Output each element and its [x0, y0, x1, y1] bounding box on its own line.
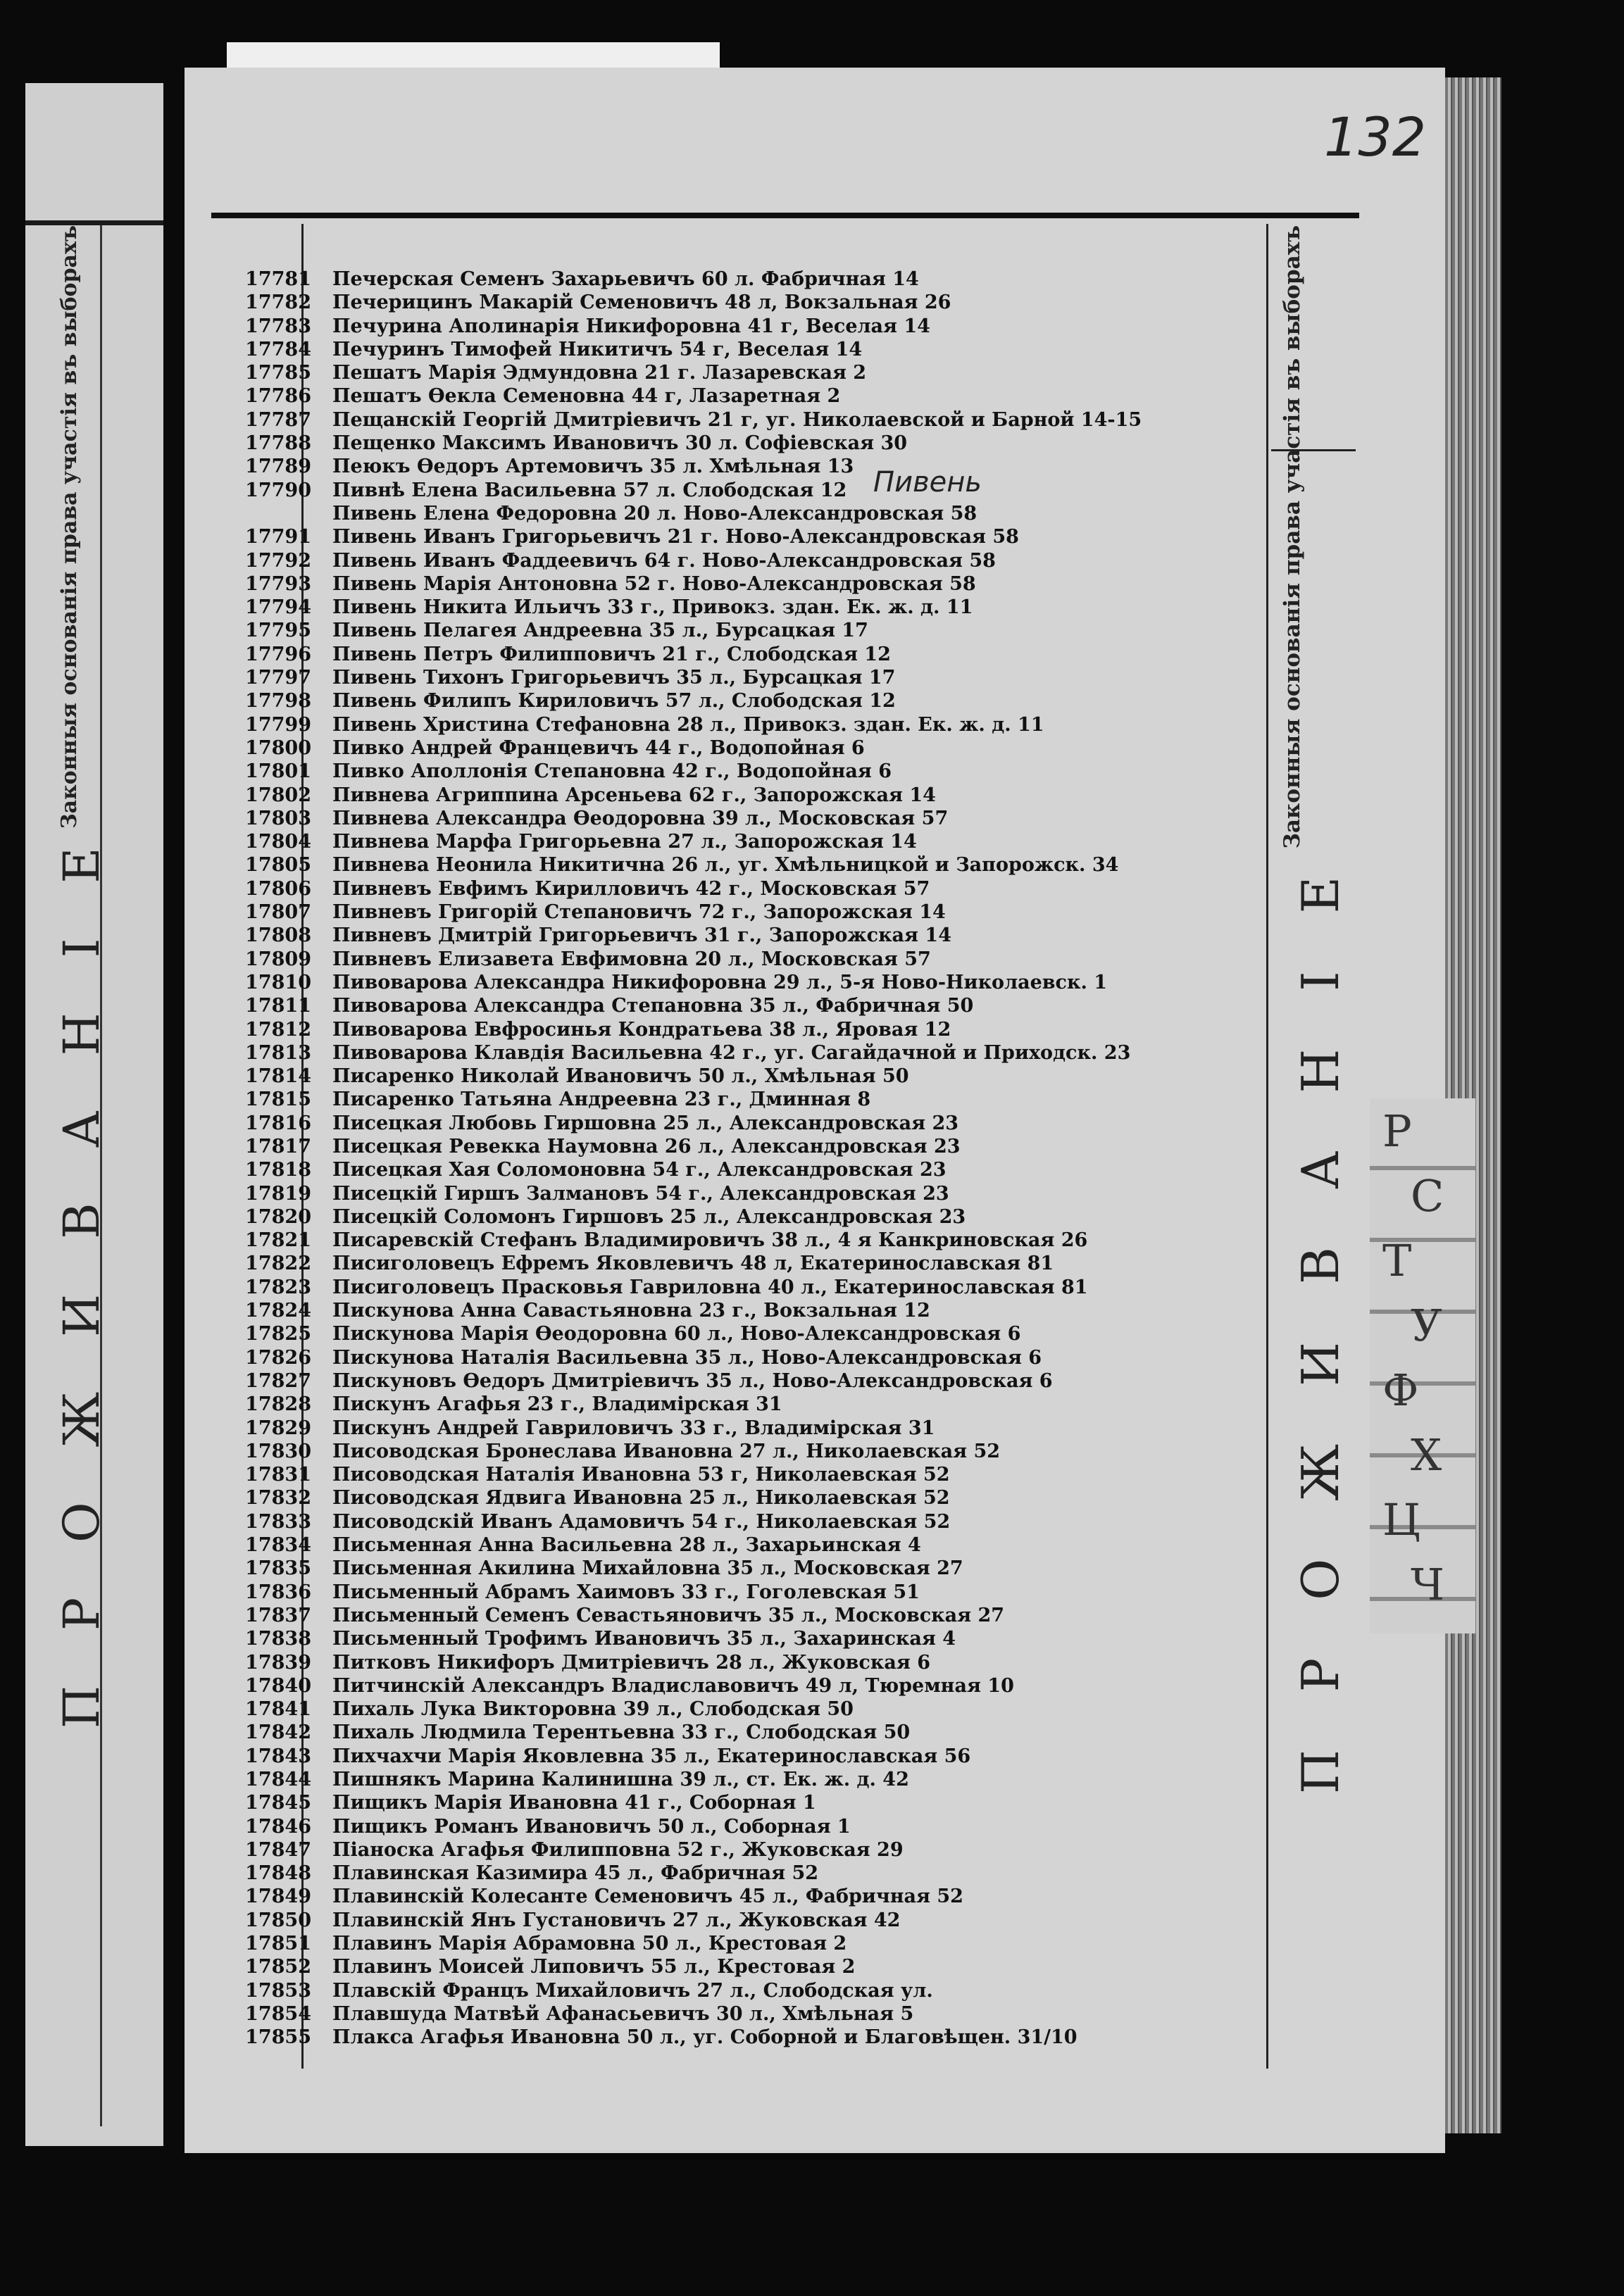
- entry-text: Пивень Елена Федоровна 20 л. Ново-Александровская 58: [332, 502, 977, 525]
- list-item: [211, 1581, 1261, 1604]
- entry-number: 17808: [245, 924, 311, 947]
- entry-text: Питчинскій Александръ Владиславовичъ 49 л, Тюремная 10: [332, 1674, 1014, 1697]
- list-item: [211, 1885, 1261, 1908]
- entry-text: Плавинская Казимира 45 л., Фабричная 52: [332, 1862, 819, 1885]
- entry-text: Плакса Агафья Ивановна 50 л., уг. Соборной и Благовѣщен. 31/10: [332, 2026, 1078, 2049]
- index-tab-letter: Р: [1382, 1105, 1412, 1157]
- top-rule: [211, 213, 1359, 218]
- list-item: [211, 291, 1261, 314]
- previous-page-column-header: Законныя основанія права участія въ выборахъ: [57, 225, 82, 829]
- entry-text: Пискунова Наталія Васильевна 35 л., Ново-Александровская 6: [332, 1346, 1042, 1369]
- entry-number: 17833: [245, 1510, 311, 1533]
- entry-text: Пихаль Людмила Терентьевна 33 г., Слободская 50: [332, 1721, 911, 1744]
- entry-number: 17818: [245, 1159, 311, 1181]
- entry-number: 17811: [245, 995, 311, 1017]
- list-item: [211, 455, 1261, 478]
- list-item: [211, 971, 1261, 994]
- list-item: [211, 1417, 1261, 1440]
- entry-text: Пещанскій Георгій Дмитріевичъ 21 г, уг. Николаевской и Барной 14-15: [332, 408, 1142, 431]
- list-item: [211, 1229, 1261, 1252]
- list-item: [211, 1322, 1261, 1345]
- list-item: [211, 1369, 1261, 1393]
- list-item: [211, 1745, 1261, 1768]
- list-item: [211, 784, 1261, 807]
- list-item: [211, 924, 1261, 947]
- list-item: [211, 1112, 1261, 1135]
- entry-text: Пивоварова Александра Степановна 35 л., Фабричная 50: [332, 995, 974, 1017]
- voter-entries-list: [211, 268, 1261, 2050]
- list-item: [211, 807, 1261, 830]
- list-item: [211, 619, 1261, 642]
- entry-text: Пивневъ Дмитрій Григорьевичъ 31 г., Запорожская 14: [332, 924, 951, 947]
- entry-number: 17783: [245, 315, 311, 337]
- entry-number: 17846: [245, 1815, 311, 1838]
- handwritten-note: Пивень: [873, 466, 982, 498]
- entry-number: 17789: [245, 456, 311, 478]
- list-item: [211, 830, 1261, 853]
- entry-text: Пивень Иванъ Григорьевичъ 21 г. Ново-Александровская 58: [332, 526, 1019, 548]
- list-item: [211, 713, 1261, 736]
- list-item: [211, 736, 1261, 760]
- entry-text: Пивень Пелагея Андреевна 35 л., Бурсацкая 17: [332, 620, 868, 642]
- entry-number: 17813: [245, 1041, 311, 1064]
- entry-number: 17830: [245, 1440, 311, 1462]
- entry-number: 17795: [245, 620, 311, 642]
- list-item: [211, 1932, 1261, 1955]
- entry-text: Пивнева Марфа Григорьевна 27 л., Запорожская 14: [332, 831, 917, 853]
- list-item: [211, 268, 1261, 291]
- entry-number: 17803: [245, 807, 311, 829]
- entry-text: Пивень Филипъ Кириловичъ 57 л., Слободская 12: [332, 690, 896, 713]
- list-item: [211, 1955, 1261, 1978]
- entry-text: Писецкая Любовь Гиршовна 25 л., Александровская 23: [332, 1112, 959, 1134]
- entry-number: 17829: [245, 1417, 311, 1439]
- entry-text: Письменный Абрамъ Хаимовъ 33 г., Гоголевская 51: [332, 1581, 920, 1603]
- entry-text: Пихаль Лука Викторовна 39 л., Слободская 50: [332, 1698, 854, 1721]
- list-item: [211, 432, 1261, 455]
- entry-number: 17845: [245, 1792, 311, 1814]
- list-item: [211, 1041, 1261, 1065]
- entry-number: 17837: [245, 1604, 311, 1626]
- entry-text: Пивко Аполлонія Степановна 42 г., Водопойная 6: [332, 760, 892, 783]
- entry-number: 17834: [245, 1534, 311, 1557]
- entry-number: 17786: [245, 385, 311, 408]
- entry-text: Писецкая Хая Соломоновна 54 г., Александровская 23: [332, 1159, 947, 1181]
- list-item: [211, 525, 1261, 548]
- list-item: [211, 596, 1261, 619]
- entry-text: Пивнѣ Елена Васильевна 57 л. Слободская 12: [332, 479, 847, 501]
- index-tab-letter: Ц: [1382, 1494, 1421, 1545]
- list-item: [211, 1346, 1261, 1369]
- entry-text: Пискунова Анна Савастьяновна 23 г., Вокзальная 12: [332, 1300, 930, 1322]
- entry-number: 17816: [245, 1112, 311, 1134]
- list-item: [211, 1158, 1261, 1181]
- entry-text: Пискунова Марія Өеодоровна 60 л., Ново-Александровская 6: [332, 1323, 1021, 1345]
- entry-number: 17819: [245, 1182, 311, 1205]
- list-item: [211, 1065, 1261, 1088]
- list-item: [211, 1486, 1261, 1510]
- entry-text: Пискуновъ Өедоръ Дмитріевичъ 35 л., Ново-Александровская 6: [332, 1369, 1053, 1392]
- entry-number: 17823: [245, 1276, 311, 1298]
- entry-number: 17799: [245, 713, 311, 736]
- entry-number: 17807: [245, 901, 311, 924]
- entry-number: 17793: [245, 572, 311, 595]
- index-tab-letter: Ф: [1382, 1365, 1419, 1416]
- list-item: [211, 315, 1261, 338]
- entry-text: Пискунъ Андрей Гавриловичъ 33 г., Владимірская 31: [332, 1417, 935, 1439]
- list-item: [211, 1252, 1261, 1275]
- entry-number: 17820: [245, 1205, 311, 1228]
- entry-number: 17801: [245, 760, 311, 783]
- entry-text: Пеюкъ Өедоръ Артемовичъ 35 л. Хмѣльная 13: [332, 456, 854, 478]
- entry-text: Писиголовецъ Прасковья Гавриловна 40 л., Екатеринославская 81: [332, 1276, 1088, 1298]
- entry-number: 17838: [245, 1628, 311, 1650]
- entry-number: 17827: [245, 1369, 311, 1392]
- list-item: [211, 2002, 1261, 2026]
- entry-number: 17809: [245, 948, 311, 970]
- entry-text: Писиголовецъ Ефремъ Яковлевичъ 48 л, Екатеринославская 81: [332, 1253, 1054, 1275]
- entry-text: Пивень Никита Ильичъ 33 г., Привокз. здан. Ек. ж. д. 11: [332, 596, 973, 619]
- entry-number: 17836: [245, 1581, 311, 1603]
- previous-page-column-title: ПРОЖИВАНІЕ: [53, 792, 111, 1729]
- entry-text: Пивень Петръ Филипповичъ 21 г., Слободская 12: [332, 643, 891, 665]
- list-item: [211, 853, 1261, 877]
- list-item: [211, 1440, 1261, 1463]
- list-item: [211, 1651, 1261, 1674]
- index-tab-letter: Х: [1411, 1429, 1442, 1481]
- entry-number: 17805: [245, 854, 311, 877]
- entry-number: 17784: [245, 338, 311, 360]
- previous-page-top-rule: [25, 220, 163, 225]
- entry-text: Плавшуда Матвѣй Афанасьевичъ 30 л., Хмѣльная 5: [332, 2002, 914, 2025]
- list-item: [211, 643, 1261, 666]
- entry-number: 17802: [245, 784, 311, 806]
- handwritten-page-number: 132: [1324, 106, 1427, 168]
- entry-number: 17822: [245, 1253, 311, 1275]
- entry-text: Пищикъ Марія Ивановна 41 г., Соборная 1: [332, 1792, 816, 1814]
- entry-text: Пивоварова Евфросинья Кондратьева 38 л., Яровая 12: [332, 1018, 951, 1041]
- entry-text: Пешатъ Өекла Семеновна 44 г, Лазаретная 2: [332, 385, 841, 408]
- list-item: [211, 994, 1261, 1017]
- list-item: [211, 1909, 1261, 1932]
- index-tab-letter: С: [1411, 1170, 1444, 1222]
- list-item: [211, 338, 1261, 361]
- entry-text: Пивневъ Елизавета Евфимовна 20 л., Московская 57: [332, 948, 931, 970]
- entry-number: 17841: [245, 1698, 311, 1721]
- list-item: [211, 572, 1261, 596]
- entry-number: 17812: [245, 1018, 311, 1041]
- entry-text: Пивнева Неонила Никитична 26 л., уг. Хмѣльницкой и Запорожск. 34: [332, 854, 1119, 877]
- entry-text: Плавинскій Янъ Густановичъ 27 л., Жуковская 42: [332, 1909, 901, 1931]
- entry-text: Плавинъ Марія Абрамовна 50 л., Крестовая 2: [332, 1933, 847, 1955]
- list-item: [211, 1205, 1261, 1229]
- list-item: [211, 1721, 1261, 1744]
- list-item: [211, 408, 1261, 432]
- entry-number: 17849: [245, 1886, 311, 1908]
- entry-number: 17853: [245, 1979, 311, 2002]
- entry-number: 17797: [245, 667, 311, 689]
- entry-text: Печурина Аполинарія Никифоровна 41 г, Веселая 14: [332, 315, 930, 337]
- entry-text: Пивень Иванъ Фаддеевичъ 64 г. Ново-Александровская 58: [332, 549, 996, 572]
- entry-text: Писаренко Татьяна Андреевна 23 г., Дминная 8: [332, 1089, 871, 1111]
- entry-number: 17839: [245, 1651, 311, 1674]
- list-item: [211, 1698, 1261, 1721]
- list-item: [211, 1557, 1261, 1580]
- entry-number: 17825: [245, 1323, 311, 1345]
- list-item: [211, 948, 1261, 971]
- entry-text: Піаноска Агафья Филипповна 52 г., Жуковская 29: [332, 1838, 904, 1861]
- entry-text: Печерицинъ Макарій Семеновичъ 48 л, Вокзальная 26: [332, 291, 951, 314]
- entry-number: 17824: [245, 1300, 311, 1322]
- entry-text: Печуринъ Тимофей Никитичъ 54 г, Веселая 14: [332, 338, 863, 360]
- list-item: [211, 1627, 1261, 1650]
- entry-text: Пивнева Александра Өеодоровна 39 л., Московская 57: [332, 807, 949, 829]
- entry-text: Пивень Марія Антоновна 52 г. Ново-Александровская 58: [332, 572, 976, 595]
- index-tab-letter: Ч: [1411, 1559, 1444, 1610]
- entry-text: Пивоварова Александра Никифоровна 29 л., 5-я Ново-Николаевск. 1: [332, 971, 1108, 993]
- entry-text: Писецкая Ревекка Наумовна 26 л., Александровская 23: [332, 1135, 961, 1158]
- entry-number: 17781: [245, 268, 311, 290]
- entry-text: Писецкій Соломонъ Гиршовъ 25 л., Александровская 23: [332, 1205, 966, 1228]
- entry-number: 17796: [245, 643, 311, 665]
- list-item: [211, 384, 1261, 408]
- list-item: [211, 1862, 1261, 1885]
- list-item: [211, 1979, 1261, 2002]
- entry-number: 17814: [245, 1065, 311, 1088]
- entry-number: 17817: [245, 1135, 311, 1158]
- entry-number: 17832: [245, 1487, 311, 1510]
- list-item: [211, 479, 1261, 502]
- list-item: [211, 1393, 1261, 1416]
- entry-text: Письменный Трофимъ Ивановичъ 35 л., Захаринская 4: [332, 1628, 956, 1650]
- entry-number: 17800: [245, 736, 311, 759]
- remarks-column-title: ПРОЖИВАНІЕ: [1291, 818, 1350, 1794]
- entry-number: 17790: [245, 479, 311, 501]
- entry-text: Плавинъ Моисей Липовичъ 55 л., Крестовая 2: [332, 1956, 856, 1978]
- entry-text: Писаревскій Стефанъ Владимировичъ 38 л., 4 я Канкриновская 26: [332, 1229, 1088, 1252]
- list-item: [211, 901, 1261, 924]
- entry-text: Письменная Акилина Михайловна 35 л., Московская 27: [332, 1557, 963, 1580]
- remarks-column-rule: [1266, 224, 1268, 2069]
- entry-number: 17804: [245, 831, 311, 853]
- list-item: [211, 1276, 1261, 1299]
- entry-number: 17788: [245, 432, 311, 455]
- entry-text: Пивень Тихонъ Григорьевичъ 35 л., Бурсацкая 17: [332, 667, 896, 689]
- index-tab-letter: Т: [1382, 1235, 1412, 1286]
- entry-text: Пивнева Агриппина Арсеньева 62 г., Запорожская 14: [332, 784, 936, 806]
- entry-text: Пивоварова Клавдія Васильевна 42 г., уг. Сагайдачной и Приходск. 23: [332, 1041, 1131, 1064]
- entry-text: Пихчахчи Марія Яковлевна 35 л., Екатеринославская 56: [332, 1745, 971, 1767]
- entry-text: Печерская Семенъ Захарьевичъ 60 л. Фабричная 14: [332, 268, 919, 290]
- entry-text: Пивень Христина Стефановна 28 л., Привокз. здан. Ек. ж. д. 11: [332, 713, 1044, 736]
- entry-number: 17835: [245, 1557, 311, 1580]
- entry-text: Письменный Семенъ Севастьяновичъ 35 л., Московская 27: [332, 1604, 1005, 1626]
- entry-text: Писоводскій Иванъ Адамовичъ 54 г., Николаевская 52: [332, 1510, 951, 1533]
- entry-text: Плавскій Францъ Михайловичъ 27 л., Слободская ул.: [332, 1979, 933, 2002]
- entry-number: 17831: [245, 1464, 311, 1486]
- entry-text: Пивневъ Григорій Степановичъ 72 г., Запорожская 14: [332, 901, 946, 924]
- entry-number: 17821: [245, 1229, 311, 1252]
- list-item: [211, 1135, 1261, 1158]
- entry-number: 17794: [245, 596, 311, 619]
- list-item: [211, 502, 1261, 525]
- entry-text: Пишнякъ Марина Калинишна 39 л., ст. Ек. ж. д. 42: [332, 1769, 909, 1790]
- entry-number: 17791: [245, 526, 311, 548]
- entry-number: 17810: [245, 971, 311, 993]
- entry-number: 17815: [245, 1089, 311, 1111]
- list-item: [211, 361, 1261, 384]
- entry-number: 17844: [245, 1769, 311, 1790]
- list-item: [211, 1533, 1261, 1557]
- entry-number: 17826: [245, 1346, 311, 1369]
- list-item: [211, 1018, 1261, 1041]
- entry-text: Пискунъ Агафья 23 г., Владимірская 31: [332, 1393, 782, 1416]
- entry-number: 17855: [245, 2026, 311, 2049]
- entry-text: Писоводская Ядвига Ивановна 25 л., Николаевская 52: [332, 1487, 950, 1510]
- list-item: [211, 1768, 1261, 1791]
- entry-number: 17782: [245, 291, 311, 314]
- entry-number: 17847: [245, 1838, 311, 1861]
- entry-number: 17843: [245, 1745, 311, 1767]
- list-item: [211, 1182, 1261, 1205]
- entry-number: 17854: [245, 2002, 311, 2025]
- list-item: [211, 760, 1261, 783]
- entry-text: Писоводская Наталія Ивановна 53 г, Николаевская 52: [332, 1464, 950, 1486]
- alphabet-index-tabs: [1370, 1098, 1475, 1633]
- entry-number: 17848: [245, 1862, 311, 1885]
- entry-number: 17792: [245, 549, 311, 572]
- index-tab-letter: У: [1411, 1300, 1442, 1351]
- list-item: [211, 1510, 1261, 1533]
- entry-text: Письменная Анна Васильевна 28 л., Захарьинская 4: [332, 1534, 921, 1557]
- entry-text: Писаренко Николай Ивановичъ 50 л., Хмѣльная 50: [332, 1065, 909, 1088]
- list-item: [211, 1088, 1261, 1111]
- entry-text: Пешатъ Марія Эдмундовна 21 г. Лазаревская 2: [332, 362, 867, 384]
- entry-text: Пещенко Максимъ Ивановичъ 30 л. Софіевская 30: [332, 432, 908, 455]
- entry-text: Пищикъ Романъ Ивановичъ 50 л., Соборная 1: [332, 1815, 851, 1838]
- list-item: [211, 1815, 1261, 1838]
- list-item: [211, 549, 1261, 572]
- remarks-column-header: Законныя основанія права участія въ выборахъ: [1280, 225, 1305, 849]
- entry-number: 17785: [245, 362, 311, 384]
- entry-text: Писецкій Гиршъ Залмановъ 54 г., Александровская 23: [332, 1182, 949, 1205]
- entry-number: 17806: [245, 877, 311, 900]
- entry-text: Питковъ Никифоръ Дмитріевичъ 28 л., Жуковская 6: [332, 1651, 930, 1674]
- list-item: [211, 2026, 1261, 2049]
- entry-number: 17840: [245, 1674, 311, 1697]
- entry-number: 17852: [245, 1956, 311, 1978]
- list-item: [211, 1299, 1261, 1322]
- entry-text: Плавинскій Колесанте Семеновичъ 45 л., Фабричная 52: [332, 1886, 963, 1908]
- list-item: [211, 1604, 1261, 1627]
- entry-number: 17828: [245, 1393, 311, 1416]
- list-item: [211, 1463, 1261, 1486]
- list-item: [211, 1838, 1261, 1862]
- entry-text: Пивко Андрей Францевичъ 44 г., Водопойная 6: [332, 736, 865, 759]
- entry-text: Писоводская Бронеслава Ивановна 27 л., Николаевская 52: [332, 1440, 1001, 1462]
- entry-number: 17850: [245, 1909, 311, 1931]
- entry-number: 17851: [245, 1933, 311, 1955]
- entry-number: 17798: [245, 690, 311, 713]
- list-item: [211, 1674, 1261, 1698]
- list-item: [211, 1791, 1261, 1814]
- list-item: [211, 666, 1261, 689]
- entry-text: Пивневъ Евфимъ Кирилловичъ 42 г., Московская 57: [332, 877, 930, 900]
- list-item: [211, 877, 1261, 901]
- entry-number: 17787: [245, 408, 311, 431]
- list-item: [211, 689, 1261, 713]
- entry-number: 17842: [245, 1721, 311, 1744]
